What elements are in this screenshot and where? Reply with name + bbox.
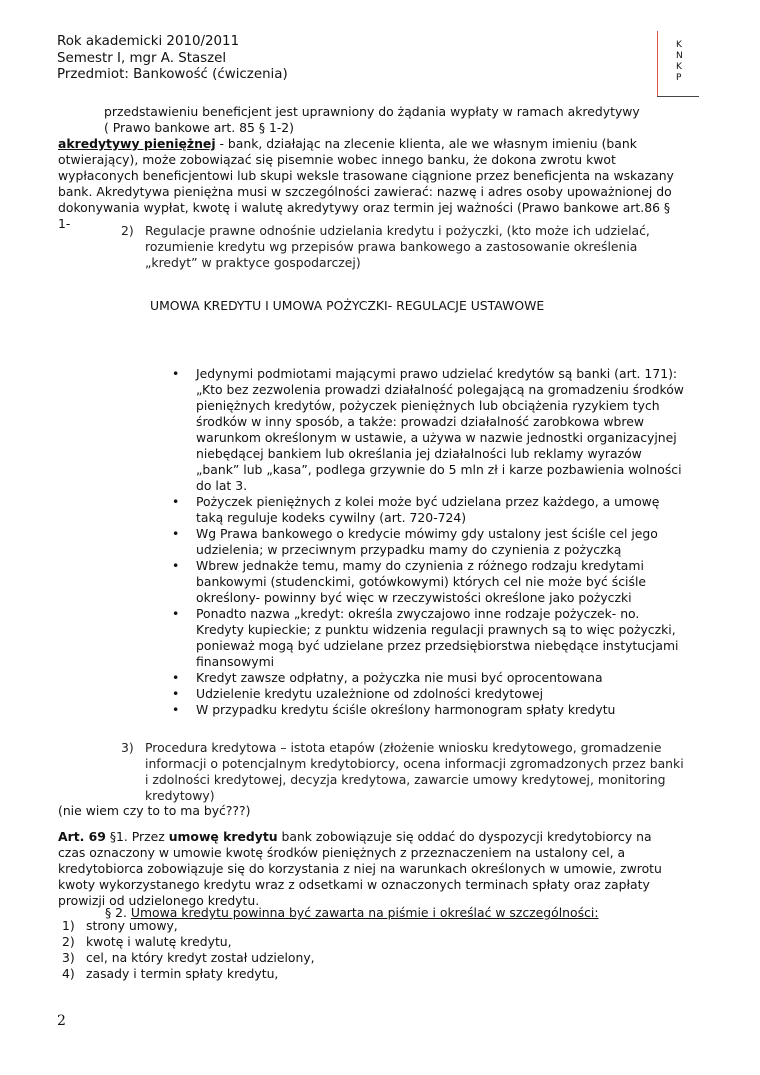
bullet-line: bankowymi (studenckimi, gotówkowymi) których cel nie może być ściśle — [196, 574, 647, 589]
akredytywa-definition — [58, 136, 637, 152]
logo-vertical-rule — [657, 31, 658, 97]
bullet-line: • Udzielenie kredytu uzależnione od zdolności kredytowej — [196, 686, 544, 701]
intro-text: - bank, działając na zlecenie klienta, ale we własnym imieniu (bank — [215, 136, 637, 151]
page-number: 2 — [57, 1013, 66, 1029]
item-number: 3) — [121, 740, 134, 755]
art69-requirements-list — [58, 918, 315, 982]
item-number: 2) — [121, 223, 134, 238]
bullet-line: finansowymi — [196, 654, 275, 669]
list-number: 4) — [62, 966, 75, 981]
item2-line: „kredyt” w praktyce gospodarczej) — [145, 255, 361, 270]
intro-line: wypłaconych beneficjentowi lub skupi weksle trasowane ciągnione przez beneficjenta na wskazany — [58, 168, 674, 183]
list-item — [58, 950, 315, 966]
list-item — [172, 606, 712, 670]
list-number: 1) — [62, 918, 75, 933]
article-label: Art. 69 — [58, 829, 106, 844]
bullet-line: udzielenia; w przeciwnym przypadku mamy do czynienia z pożyczką — [196, 542, 622, 557]
list-text: cel, na który kredyt został udzielony, — [86, 950, 315, 965]
item3-line: informacji o potencjalnym kredytobiorcy, ocena informacji zgromadzonych przez banki — [145, 756, 684, 771]
bullet-line: • Kredyt zawsze odpłatny, a pożyczka nie musi być oprocentowana — [196, 670, 603, 685]
bullet-line: • Pożyczek pieniężnych z kolei może być udzielana przez każdego, a umowę — [196, 494, 660, 509]
bullet-line: „Kto bez zezwolenia prowadzi działalność polegającą na gromadzeniu środków — [196, 382, 684, 397]
art69-line: prowizji od udzielonego kredytu. — [58, 893, 260, 908]
art69-line: kredytobiorca zobowiązuje się do korzystania z niej na warunkach określonych w umowie, zwrotu — [58, 861, 662, 876]
logo-letter: K — [676, 40, 682, 50]
list-text: kwotę i walutę kredytu, — [86, 934, 232, 949]
bullet-line: pieniężnych kredytów, pożyczek pieniężnych lub obciążenia ryzykiem tych — [196, 398, 660, 413]
art69-line: kwoty wykorzystanego kredytu wraz z odsetkami w oznaczonych terminach spłaty oraz zapłaty — [58, 877, 650, 892]
bullet-line: warunkom określonym w ustawie, a używa w nazwie jednostki organizacyjnej — [196, 430, 677, 445]
bullet-line: do lat 3. — [196, 478, 248, 493]
list-item — [172, 702, 712, 718]
section-heading: UMOWA KREDYTU I UMOWA POŻYCZKI- REGULACJE USTAWOWE — [150, 298, 545, 313]
term-akredytywy-pienieznej: akredytywy pieniężnej — [58, 136, 216, 151]
art69-line: czas oznaczony w umowie kwotę środków pieniężnych z przeznaczeniem na ustalony cel, a — [58, 845, 626, 860]
header-semester: Semestr I, mgr A. Staszel — [57, 50, 227, 66]
list-item — [172, 366, 712, 494]
intro-line: przedstawieniu beneficjent jest uprawniony do żądania wypłaty w ramach akredytywy — [104, 104, 640, 119]
list-item — [172, 558, 712, 606]
term-umowa-kredytu: umowę kredytu — [168, 829, 278, 844]
bullet-list — [172, 366, 712, 718]
bullet-line: • Wbrew jednakże temu, mamy do czynienia z różnego rodzaju kredytami — [196, 558, 644, 573]
logo-letter: N — [676, 51, 683, 61]
item3-line: i zdolności kredytowej, decyzja kredytowa, zawarcie umowy kredytowej, monitoring — [145, 772, 666, 787]
paragraph-label: § 2. — [105, 905, 131, 920]
list-number: 3) — [62, 950, 75, 965]
bullet-line: taką reguluje kodeks cywilny (art. 720-724) — [196, 510, 467, 525]
logo-letter: K — [676, 62, 682, 72]
intro-line: ( Prawo bankowe art. 85 § 1-2) — [104, 120, 295, 135]
list-item — [58, 934, 315, 950]
bullet-line: niebędącej bankiem lub określania jej działalności lub reklamy wyrazów — [196, 446, 642, 461]
list-item — [172, 494, 712, 526]
intro-line: dokonywania wypłat, kwotę i walutę akredytywy oraz termin jej ważności (Prawo bankowe art.86 § — [58, 200, 671, 215]
item3-line: kredytowy) — [145, 788, 215, 803]
intro-line: otwierający), może zobowiązać się pisemnie wobec innego banku, że dokona zwrotu kwot — [58, 152, 616, 167]
bullet-line: • Wg Prawa bankowego o kredycie mówimy gdy ustalony jest ściśle cel jego — [196, 526, 658, 541]
bullet-line: środków w inny sposób, a także: prowadzi działalność zarobkowa wbrew — [196, 414, 644, 429]
bullet-line: • Ponadto nazwa „kredyt: określa zwyczajowo inne rodzaje pożyczek- no. — [196, 606, 640, 621]
list-item — [58, 966, 315, 982]
logo-letter: P — [676, 73, 682, 83]
list-number: 2) — [62, 934, 75, 949]
paragraph-text: Umowa kredytu powinna być zawarta na piśmie i określać w szczególności: — [130, 905, 599, 920]
list-item — [172, 686, 712, 702]
intro-line: bank. Akredytywa pieniężna musi w szczególności zawierać: nazwę i adres osoby upoważnionej do — [58, 184, 672, 199]
header-subject: Przedmiot: Bankowość (ćwiczenia) — [57, 67, 288, 82]
bullet-line: ponieważ mogą być udzielane przez przedsiębiorstwa niebędące instytucjami — [196, 638, 679, 653]
item3-line: Procedura kredytowa – istota etapów (złożenie wniosku kredytowego, gromadzenie — [145, 740, 662, 755]
art69-text: bank zobowiązuje się oddać do dyspozycji kredytobiorcy na — [277, 829, 652, 844]
list-item — [172, 526, 712, 558]
header-academic-year: Rok akademicki 2010/2011 — [57, 34, 240, 49]
document-header — [57, 34, 288, 84]
item2-line: Regulacje prawne odnośnie udzielania kredytu i pożyczki, (kto może ich udzielać, — [145, 223, 650, 238]
list-item — [172, 670, 712, 686]
bullet-line: • Jedynymi podmiotami mającymi prawo udzielać kredytów są banki (art. 171): — [196, 366, 678, 381]
note: (nie wiem czy to to ma być???) — [58, 803, 251, 818]
bullet-line: • W przypadku kredytu ściśle określony harmonogram spłaty kredytu — [196, 702, 616, 717]
intro-line: 1- — [58, 216, 71, 231]
knkp-logo — [676, 40, 683, 84]
list-item — [58, 918, 315, 934]
list-text: strony umowy, — [86, 918, 178, 933]
item2-line: rozumienie kredytu wg przepisów prawa bankowego a zastosowanie określenia — [145, 239, 638, 254]
bullet-line: „bank” lub „kasa”, podlega grzywnie do 5 mln zł i karze pozbawienia wolności — [196, 462, 682, 477]
list-text: zasady i termin spłaty kredytu, — [86, 966, 279, 981]
bullet-line: określony- powinny być więc w rzeczywistości określone jako pożyczki — [196, 590, 632, 605]
art69-text: §1. Przez — [105, 829, 169, 844]
header-rule — [657, 96, 699, 97]
bullet-line: Kredyty kupieckie; z punktu widzenia regulacji prawnych są to więc pożyczki, — [196, 622, 676, 637]
art69-paragraph1 — [58, 829, 652, 845]
